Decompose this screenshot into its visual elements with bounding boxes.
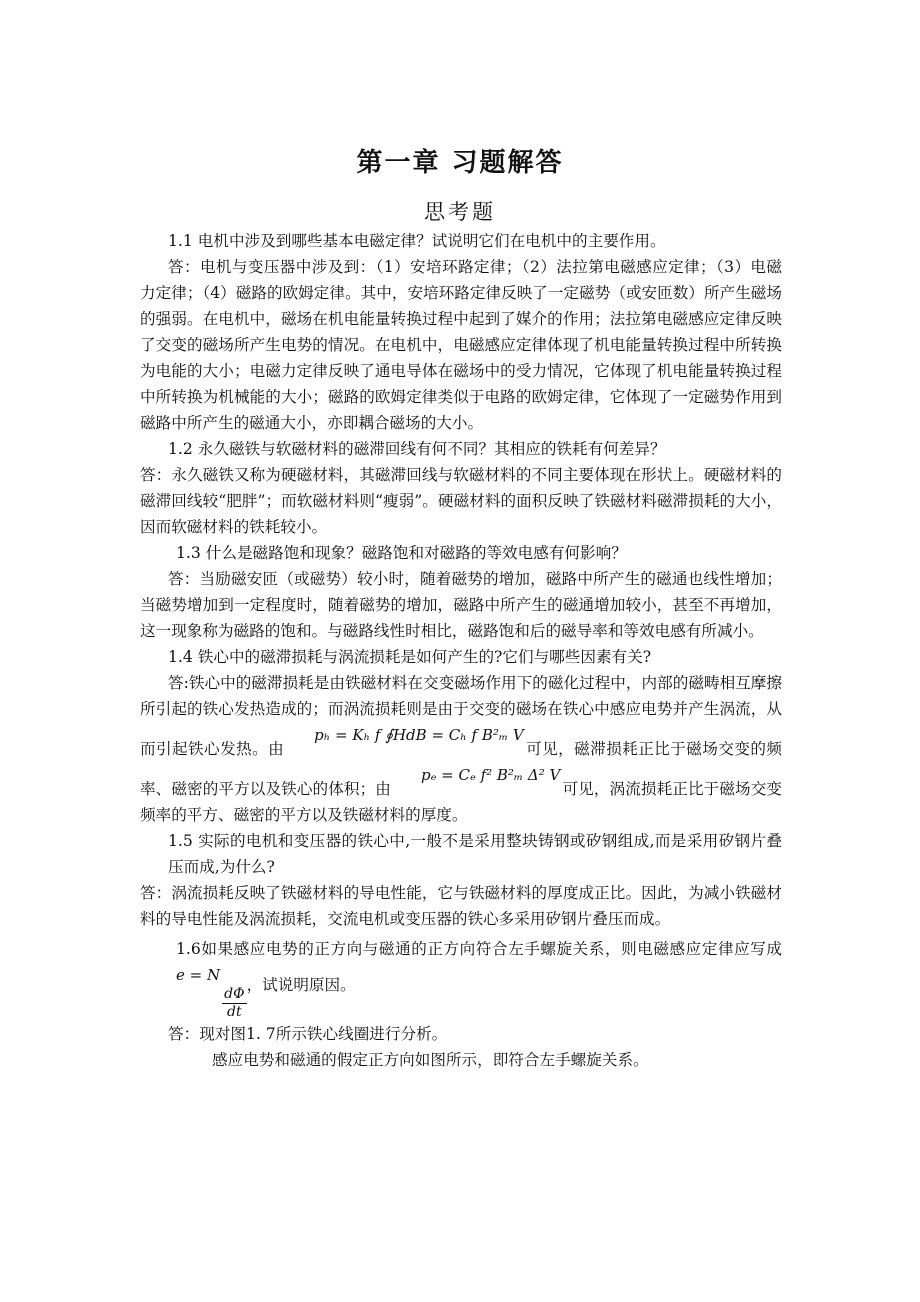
question-1-6-text-1: 1.6如果感应电势的正方向与磁通的正方向符合左手螺旋关系，则电磁感应定律应写成 xyxy=(176,940,782,958)
induction-formula-fraction xyxy=(222,986,246,1021)
question-1-6 xyxy=(140,932,782,1021)
chapter-title: 第一章 习题解答 xyxy=(356,148,564,178)
section-subtitle: 思考题 xyxy=(424,200,496,224)
question-1-3: 1.3 什么是磁路饱和现象？磁路饱和对磁路的等效电感有何影响？ xyxy=(176,544,627,562)
question-1-6-text-2: ，试说明原因。 xyxy=(246,976,356,994)
question-1-4: 1.4 铁心中的磁滞损耗与涡流损耗是如何产生的?它们与哪些因素有关? xyxy=(168,648,652,666)
induction-formula-lhs: e = N xyxy=(176,966,221,984)
answer-1-4-text-1: 答:铁心中的磁滞损耗是由铁磁材料在交变磁场作用下的磁化过程中，内部的磁畴相互摩擦所引起的铁心发热造成的；而涡流损耗则是由于交变的磁场在铁心中感应电势并产生涡流，从而引起铁心发热。由 xyxy=(140,674,782,758)
answer-1-1: 答：电机与变压器中涉及到：（1）安培环路定律；（2）法拉第电磁感应定律；（3）电磁力定律；（4）磁路的欧姆定律。其中，安培环路定律反映了一定磁势（或安匝数）所产生磁场的强弱。在电机中，磁场在机电能量转换过程中起到了媒介的作用；法拉第电磁感应定律反映了交变的磁场所产生电势的情况。在电机中，电磁感应定律体现了机电能量转换过程中所转换为电能的大小；电磁力定律反映了通电导体在磁场中的受力情况，它体现了机电能量转换过程中所转换为机械能的大小；磁路的欧姆定律类似于电路的欧姆定律，它体现了一定磁势作用到磁路中所产生的磁通大小，亦即耦合磁场的大小。 xyxy=(140,258,782,432)
fraction-denominator: dt xyxy=(227,1004,242,1020)
answer-1-4-text-3: 可见，涡流损耗正比于磁场交变频率的平方、磁密的平方以及铁磁材料的厚度。 xyxy=(140,780,782,824)
hysteresis-loss-formula: pₕ = Kₕ f ∮HdB = Cₕ f B²ₘ V xyxy=(314,726,524,744)
answer-1-6-line-2: 感应电势和磁通的假定正方向如图所示，即符合左手螺旋关系。 xyxy=(212,1051,649,1069)
answer-1-4 xyxy=(140,670,782,828)
document-body xyxy=(140,228,782,1073)
answer-1-6-line-1: 答：现对图1. 7所示铁心线圈进行分析。 xyxy=(168,1025,448,1043)
question-1-1: 1.1 电机中涉及到哪些基本电磁定律？试说明它们在电机中的主要作用。 xyxy=(168,232,666,250)
question-1-5: 1.5 实际的电机和变压器的铁心中,一般不是采用整块铸钢或矽钢组成,而是采用矽钢片叠压而成,为什么? xyxy=(168,832,782,876)
fraction-numerator: dΦ xyxy=(224,986,245,1002)
answer-1-4-text-2: 可见，磁滞损耗正比于磁场交变的频率、磁密的平方以及铁心的体积；由 xyxy=(140,740,782,798)
answer-1-5: 答：涡流损耗反映了铁磁材料的导电性能，它与铁磁材料的厚度成正比。因此，为减小铁磁材料的导电性能及涡流损耗，交流电机或变压器的铁心多采用矽钢片叠压而成。 xyxy=(140,884,782,928)
question-1-2: 1.2 永久磁铁与软磁材料的磁滞回线有何不同？其相应的铁耗有何差异？ xyxy=(168,440,666,458)
answer-1-3: 答：当励磁安匝（或磁势）较小时，随着磁势的增加，磁路中所产生的磁通也线性增加；当磁势增加到一定程度时，随着磁势的增加，磁路中所产生的磁通增加较小，甚至不再增加，这一现象称为磁路的饱和。与磁路线性时相比，磁路饱和后的磁导率和等效电感有所减小。 xyxy=(140,570,782,640)
answer-1-2: 答：永久磁铁又称为硬磁材料，其磁滞回线与软磁材料的不同主要体现在形状上。硬磁材料的磁滞回线较“肥胖”；而软磁材料则“瘦弱”。硬磁材料的面积反映了铁磁材料磁滞损耗的大小，因而软磁材料的铁耗较小。 xyxy=(140,466,782,536)
eddy-loss-formula: pₑ = Cₑ f² B²ₘ Δ² V xyxy=(421,766,561,784)
